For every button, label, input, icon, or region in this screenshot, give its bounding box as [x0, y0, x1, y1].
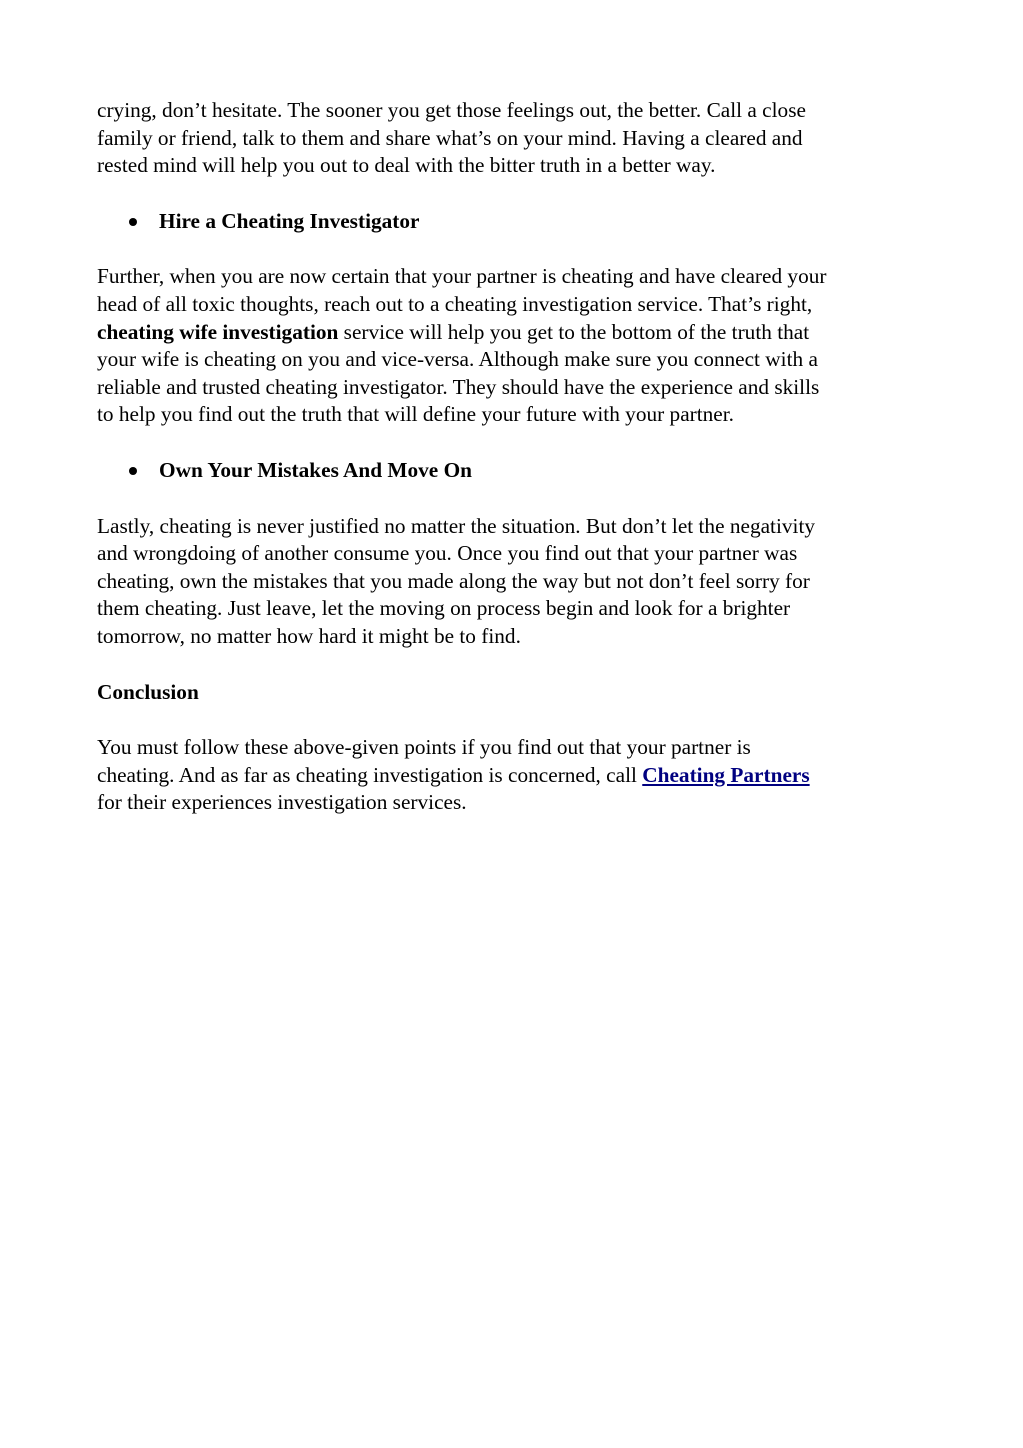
mistakes-line-2: and wrongdoing of another consume you. Once you find out that your partner was: [97, 541, 798, 566]
investigator-line-6: to help you find out the truth that will define your future with your partner.: [97, 402, 734, 427]
bullet-icon: [129, 467, 137, 475]
intro-line-1: crying, don’t hesitate. The sooner you get those feelings out, the better. Call a close: [97, 98, 806, 122]
intro-paragraph: [97, 97, 937, 180]
investigator-line-5: reliable and trusted cheating investigator. They should have the experience and skills: [97, 374, 820, 399]
mistakes-line-5: tomorrow, no matter how hard it might be to find.: [97, 623, 521, 648]
conclusion-heading: Conclusion: [97, 679, 199, 704]
conclusion-paragraph: [97, 734, 937, 817]
mistakes-line-1: Lastly, cheating is never justified no matter the situation. But don’t let the negativity: [97, 513, 816, 538]
investigator-line-1: Further, when you are now certain that your partner is cheating and have cleared your: [97, 264, 827, 289]
mistakes-line-4: them cheating. Just leave, let the moving on process begin and look for a brighter: [97, 596, 791, 621]
investigator-line-3-rest: service will help you get to the bottom of the truth that: [338, 319, 810, 344]
bullet-item-hire-investigator: [97, 208, 937, 236]
bullet-title: Hire a Cheating Investigator: [159, 208, 420, 233]
conclusion-line-1: You must follow these above-given points if you find out that your partner is: [97, 735, 751, 760]
intro-line-2: family or friend, talk to them and share what’s on your mind. Having a cleared and: [97, 125, 803, 150]
mistakes-paragraph: [97, 513, 937, 651]
bullet-title: Own Your Mistakes And Move On: [159, 457, 472, 482]
conclusion-line-3: for their experiences investigation services.: [97, 790, 467, 815]
document-page: [97, 97, 937, 845]
conclusion-line-2-text: cheating. And as far as cheating investigation is concerned, call: [97, 762, 643, 787]
investigator-line-3: [97, 319, 937, 347]
investigator-line-4: your wife is cheating on you and vice-versa. Although make sure you connect with a: [97, 347, 818, 372]
bullet-item-own-mistakes: [97, 457, 937, 485]
mistakes-line-3: cheating, own the mistakes that you made along the way but not don’t feel sorry for: [97, 568, 810, 593]
bullet-icon: [129, 218, 137, 226]
cheating-partners-link[interactable]: Cheating Partners: [642, 762, 810, 787]
bold-keyword: cheating wife investigation: [97, 319, 339, 344]
investigator-line-2: head of all toxic thoughts, reach out to a cheating investigation service. That’s right,: [97, 291, 813, 316]
intro-line-3: rested mind will help you out to deal with the bitter truth in a better way.: [97, 153, 716, 178]
conclusion-line-2: [97, 762, 937, 790]
investigator-paragraph: [97, 263, 937, 429]
